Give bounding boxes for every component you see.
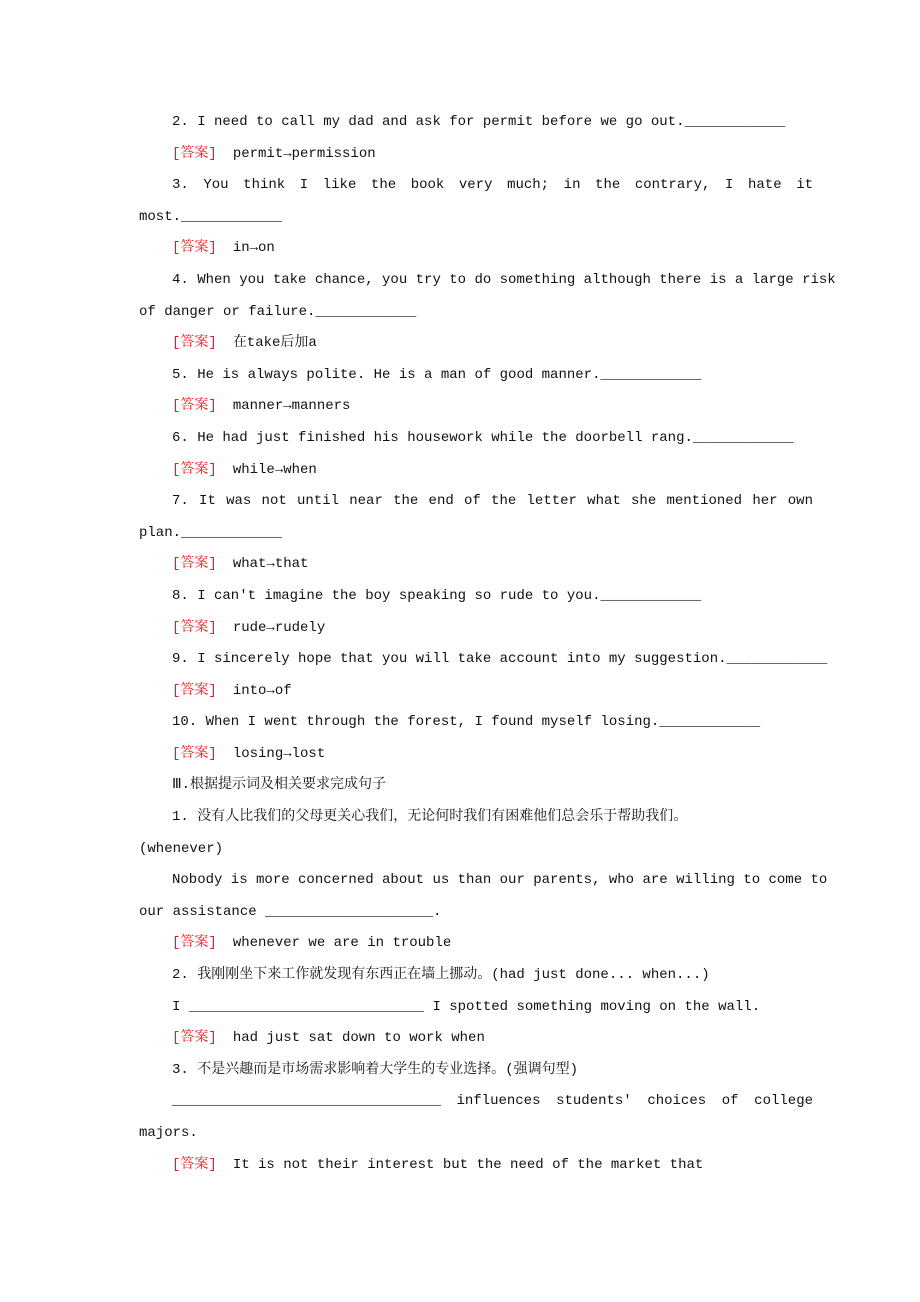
text-line: 3. 不是兴趣而是市场需求影响着大学生的专业选择。(强调句型) [172, 1061, 579, 1078]
answer-line [139, 676, 813, 708]
text-line: 2. I need to call my dad and ask for permit before we go out.____________ [172, 114, 786, 130]
text-line: 5. He is always polite. He is a man of good manner.____________ [172, 366, 702, 383]
answer-line [139, 549, 813, 581]
text-line: our assistance ____________________. [139, 903, 442, 920]
answer-text: 在take后加a [232, 335, 317, 352]
text-line: I ____________________________ I spotted something moving on the wall. [172, 998, 761, 1015]
text-line: 10. When I went through the forest, I found myself losing.____________ [172, 714, 761, 731]
answer-text: had just sat down to work when [232, 1030, 485, 1047]
answer-text: rude→rudely [232, 619, 326, 636]
answer-label: [答案] [172, 1030, 217, 1047]
answer-text: manner→manners [232, 398, 351, 415]
answer-label: [答案] [172, 619, 217, 636]
answer-label: [答案] [172, 1156, 217, 1173]
answer-line [139, 1023, 813, 1055]
answer-line [139, 928, 813, 960]
answer-text: while→when [232, 461, 317, 478]
text-line: plan.____________ [139, 524, 282, 541]
answer-text: whenever we are in trouble [232, 935, 452, 952]
text-line: 1. 没有人比我们的父母更关心我们，无论何时我们有困难他们总会乐于帮助我们。 [172, 809, 688, 826]
text-line: (whenever) [139, 840, 224, 857]
text-line: 7. It was not until near the end of the letter what she mentioned her own [172, 493, 813, 510]
answer-line [139, 1150, 813, 1182]
answer-text: It is not their interest but the need of the market that [232, 1156, 704, 1173]
answer-label: [答案] [172, 935, 217, 952]
answer-label: [答案] [172, 145, 217, 162]
answer-text: losing→lost [232, 745, 326, 762]
answer-line [139, 233, 813, 265]
text-line: Nobody is more concerned about us than our parents, who are willing to come to [172, 872, 828, 889]
text-line: of danger or failure.____________ [139, 303, 417, 320]
text-line: majors. [139, 1125, 198, 1141]
answer-line [139, 739, 813, 771]
answer-line [139, 139, 813, 171]
text-line: 9. I sincerely hope that you will take account into my suggestion.____________ [172, 651, 828, 668]
answer-label: [答案] [172, 556, 217, 573]
answer-label: [答案] [172, 461, 217, 478]
answer-label: [答案] [172, 745, 217, 762]
answer-line [139, 455, 813, 487]
answer-line [139, 391, 813, 423]
text-line: Ⅲ.根据提示词及相关要求完成句子 [172, 777, 387, 794]
text-line: 2. 我刚刚坐下来工作就发现有东西正在墙上挪动。(had just done... when...) [172, 967, 710, 984]
text-line: most.____________ [139, 208, 282, 225]
answer-label: [答案] [172, 682, 217, 699]
answer-label: [答案] [172, 398, 217, 415]
document-page [139, 107, 836, 1181]
answer-text: in→on [232, 240, 275, 257]
text-line: 6. He had just finished his housework while the doorbell rang.____________ [172, 429, 794, 446]
text-line: ________________________________ influences students' choices of college [172, 1093, 813, 1110]
answer-line [139, 613, 813, 645]
answer-text: what→that [232, 556, 309, 573]
text-line: 8. I can't imagine the boy speaking so rude to you.____________ [172, 587, 702, 604]
answer-label: [答案] [172, 335, 217, 352]
text-line: 4. When you take chance, you try to do something although there is a large risk [172, 271, 836, 288]
text-line: 3. You think I like the book very much; in the contrary, I hate it [172, 177, 813, 194]
answer-text: into→of [232, 682, 292, 699]
answer-line [139, 328, 813, 360]
answer-text: permit→permission [232, 145, 376, 162]
answer-label: [答案] [172, 240, 217, 257]
